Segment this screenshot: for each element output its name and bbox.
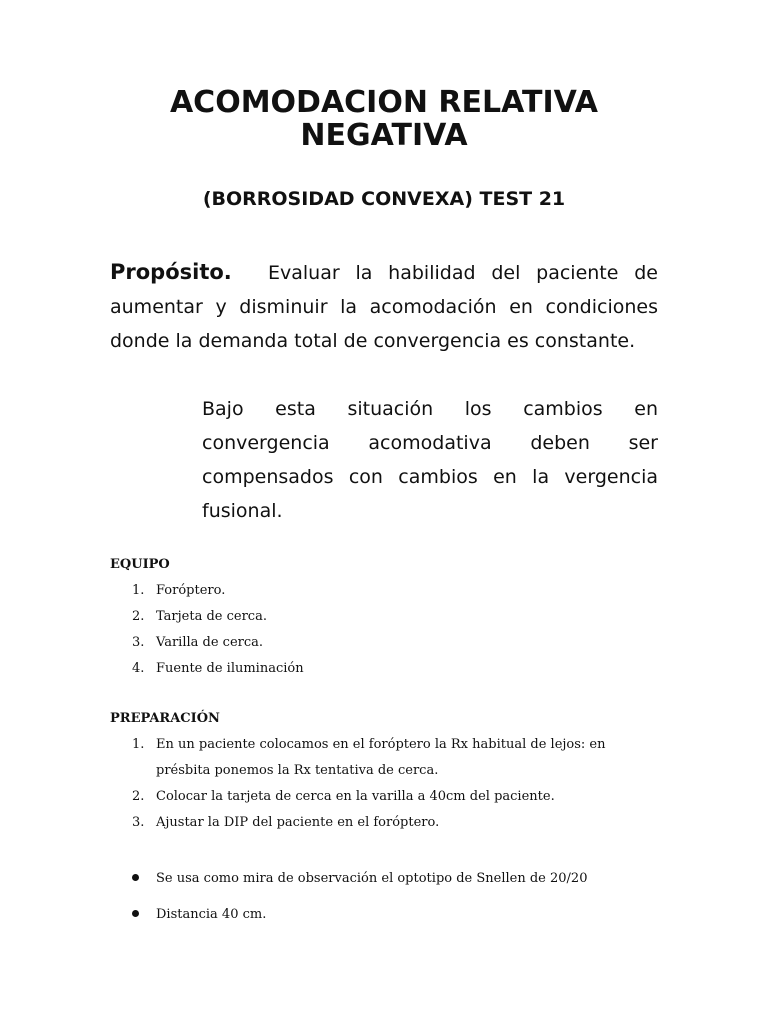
proposito-paragraph-1: Evaluar la habilidad del paciente de aumentar y disminuir la acomodación en condiciones donde la demanda total de convergencia es constante. <box>110 262 658 352</box>
list-item-text: Fuente de iluminación <box>156 661 304 676</box>
bullet-dot-icon <box>132 910 139 917</box>
bullet-item-text: Se usa como mira de observación el optotipo de Snellen de 20/20 <box>156 871 588 886</box>
list-item-text: Colocar la tarjeta de cerca en la varilla a 40cm del paciente. <box>156 789 555 804</box>
list-number: 1. <box>132 737 145 752</box>
list-number: 1. <box>132 583 145 598</box>
list-item <box>110 578 660 604</box>
preparacion-heading: PREPARACIÓN <box>110 711 220 726</box>
bullet-item <box>110 870 587 888</box>
document-title-line-1: ACOMODACION RELATIVA <box>169 85 599 120</box>
list-item <box>110 604 660 630</box>
list-item <box>110 784 660 810</box>
equipo-list <box>110 578 660 682</box>
list-item-text: Ajustar la DIP del paciente en el foróptero. <box>156 815 440 830</box>
list-number: 3. <box>132 815 145 830</box>
equipo-heading: EQUIPO <box>110 557 170 572</box>
bullet-dot-icon <box>132 874 139 881</box>
list-item-text: Varilla de cerca. <box>156 635 264 650</box>
list-item-text: Tarjeta de cerca. <box>156 609 267 624</box>
list-item <box>110 810 660 836</box>
list-number: 4. <box>132 661 145 676</box>
list-item <box>110 630 660 656</box>
list-item-text: En un paciente colocamos en el foróptero la Rx habitual de lejos: en présbita ponemos la Rx tentativa de cerca. <box>156 737 606 778</box>
proposito-heading: Propósito. <box>110 260 232 284</box>
list-number: 2. <box>132 789 145 804</box>
list-item <box>110 732 660 784</box>
list-number: 3. <box>132 635 145 650</box>
notes-bullet-list <box>110 870 587 942</box>
list-number: 2. <box>132 609 145 624</box>
proposito-paragraph-2: Bajo esta situación los cambios en convergencia acomodativa deben ser compensados con cambios en la vergencia fusional. <box>202 398 658 522</box>
preparacion-list <box>110 732 660 836</box>
document-subtitle: (BORROSIDAD CONVEXA) TEST 21 <box>202 188 566 210</box>
list-item <box>110 656 660 682</box>
document-title-line-2: NEGATIVA <box>300 118 468 153</box>
bullet-item <box>110 906 587 924</box>
list-item-text: Foróptero. <box>156 583 226 598</box>
bullet-item-text: Distancia 40 cm. <box>156 907 267 922</box>
